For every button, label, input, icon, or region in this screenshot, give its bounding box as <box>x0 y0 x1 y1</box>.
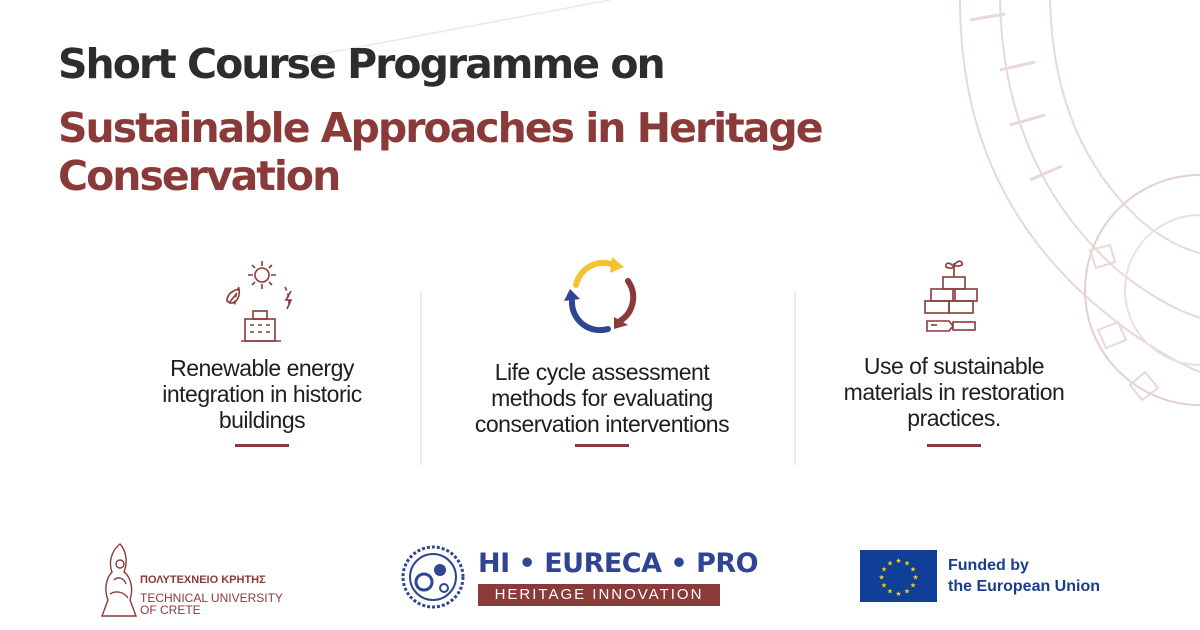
materials-icon <box>919 255 989 337</box>
topic-text-line: Use of sustainable <box>863 353 1045 379</box>
tuc-emblem-icon <box>98 540 140 620</box>
svg-text:★: ★ <box>909 581 917 590</box>
accent-bar <box>927 444 981 447</box>
svg-text:★: ★ <box>909 565 917 574</box>
topic-text-line: materials in restoration <box>843 379 1065 405</box>
svg-text:★: ★ <box>880 581 888 590</box>
topic-card <box>804 255 1104 470</box>
svg-text:★: ★ <box>886 587 894 596</box>
title-block <box>58 40 918 200</box>
accent-bar <box>235 444 289 447</box>
topic-text-line: integration in historic <box>162 381 362 407</box>
tuc-logo <box>98 540 298 622</box>
svg-text:★: ★ <box>880 565 888 574</box>
renewable-energy-icon <box>217 255 307 347</box>
tuc-greek-name: ΠΟΛΥΤΕΧΝΕΙΟ ΚΡΗΤΗΣ <box>140 574 266 586</box>
cycle-arrows-icon <box>562 255 642 335</box>
svg-text:★: ★ <box>895 557 902 565</box>
topic-text-line: practices. <box>907 405 1001 431</box>
svg-text:★: ★ <box>912 573 919 582</box>
topic-text-line: methods for evaluating <box>491 385 713 411</box>
tuc-english-name <box>140 592 290 616</box>
topic-text-line: conservation interventions <box>474 411 730 437</box>
hi-eureca-subtitle: HERITAGE INNOVATION <box>478 584 720 606</box>
hi-eureca-pro-logo <box>400 544 759 614</box>
topic-card <box>112 255 412 470</box>
topic-card <box>452 255 752 470</box>
svg-text:★: ★ <box>886 559 894 568</box>
hi-eureca-title: HI • EURECA • PRO <box>478 548 759 579</box>
svg-text:★: ★ <box>903 587 911 596</box>
svg-text:★: ★ <box>895 590 902 598</box>
eu-text-line: Funded by <box>948 557 1029 574</box>
tuc-english-line: TECHNICAL UNIVERSITY <box>140 591 283 605</box>
topics-section <box>112 255 1065 470</box>
accent-bar <box>575 444 629 447</box>
footer-logos <box>0 540 1200 630</box>
hi-eureca-emblem-icon <box>400 544 466 610</box>
eu-funding-text <box>948 555 1100 597</box>
topic-text-line: Renewable energy <box>170 355 354 381</box>
eu-text-line: the European Union <box>948 578 1100 595</box>
topic-text-line: buildings <box>218 407 306 433</box>
eu-funding-logo <box>860 550 1140 604</box>
eu-flag-icon <box>860 550 937 602</box>
svg-text:★: ★ <box>878 573 885 582</box>
topic-text-line: Life cycle assessment <box>494 359 710 385</box>
page-title-line1: Short Course Programme on <box>58 40 664 88</box>
svg-text:★: ★ <box>903 559 911 568</box>
tuc-english-line: OF CRETE <box>140 603 201 617</box>
page-title-line2: Sustainable Approaches in Heritage Conservation <box>58 104 822 200</box>
